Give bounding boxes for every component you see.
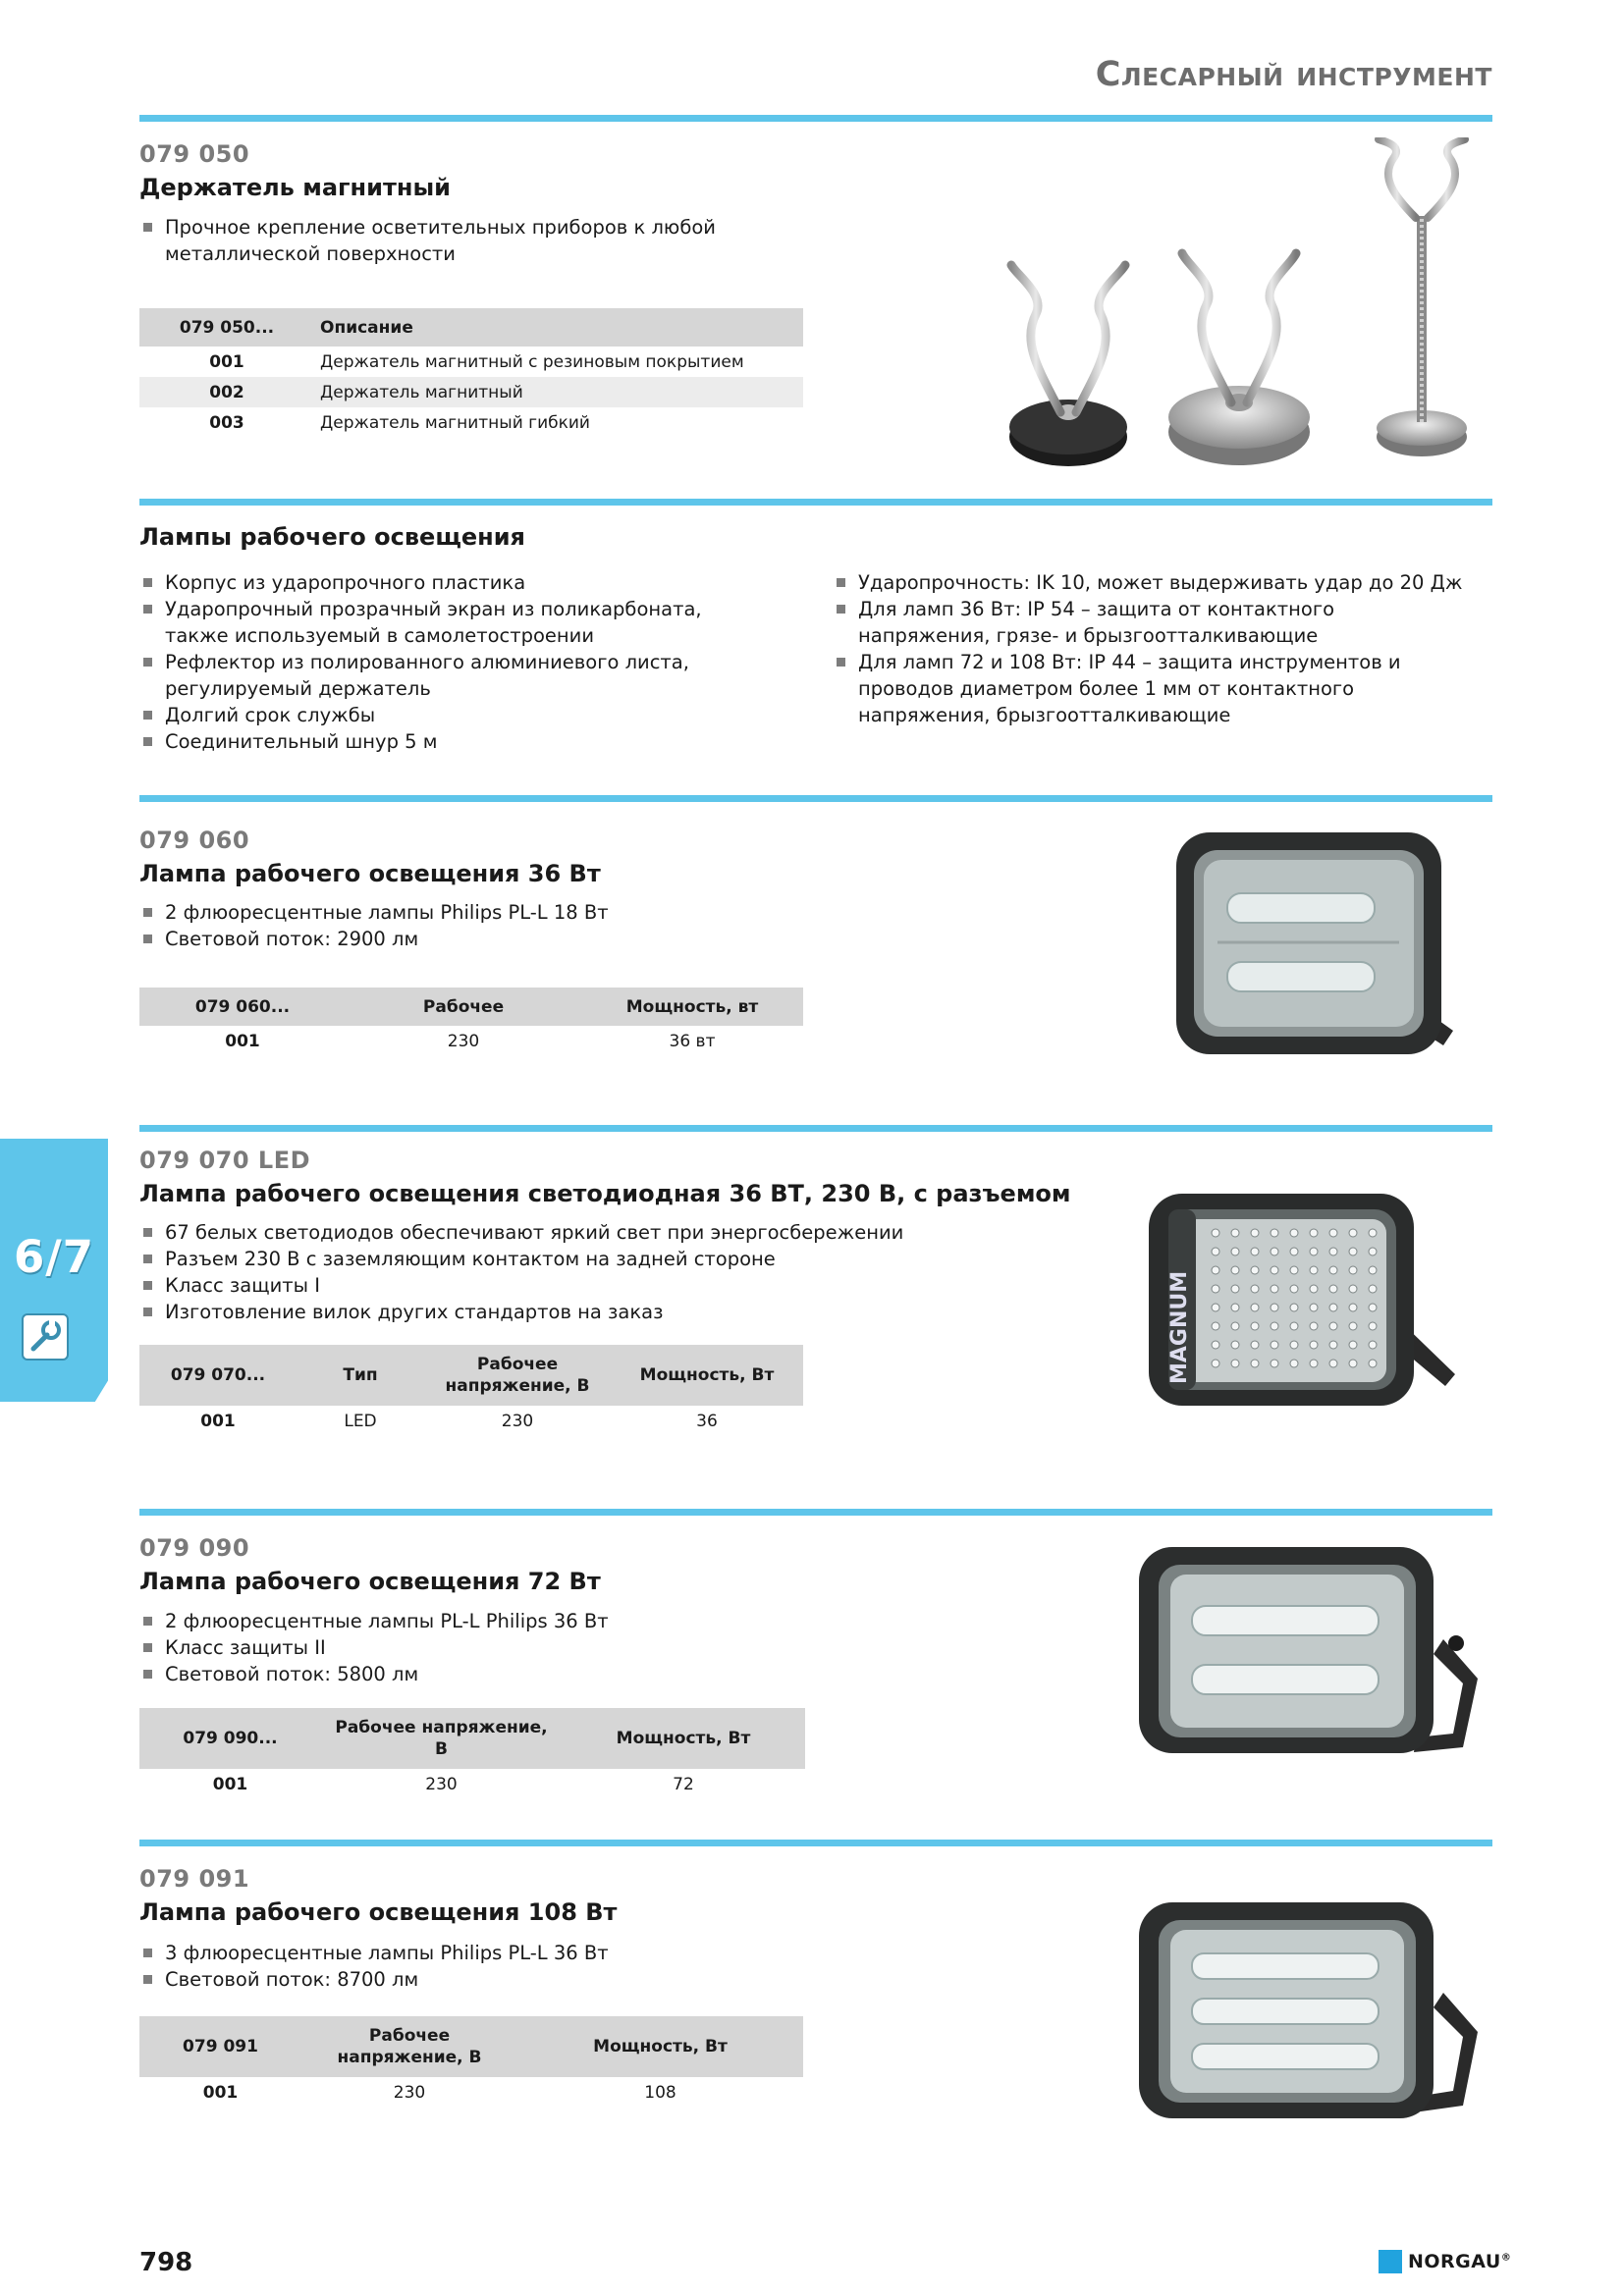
led-dot [1212, 1248, 1219, 1255]
feature-list [141, 1219, 947, 1325]
brand-text: NORGAU [1408, 2251, 1501, 2272]
list-item: Световой поток: 2900 лм [141, 926, 789, 952]
led-dot [1271, 1285, 1278, 1293]
table-header: 079 070... [139, 1345, 297, 1406]
led-dot [1310, 1285, 1318, 1293]
led-dot [1310, 1304, 1318, 1311]
led-dot [1212, 1360, 1219, 1367]
table-header: Описание [314, 308, 803, 347]
led-dot [1212, 1304, 1219, 1311]
led-dot [1329, 1285, 1337, 1293]
list-item: Класс защиты II [141, 1634, 789, 1661]
led-dot [1231, 1360, 1239, 1367]
feature-list [835, 569, 1463, 728]
spec-table [139, 2016, 803, 2108]
table-row [139, 1769, 805, 1799]
section-title: Лампы рабочего освещения [139, 523, 525, 551]
led-dot [1349, 1229, 1357, 1237]
feature-list [141, 1940, 789, 1993]
brand-trademark: ® [1500, 2252, 1512, 2264]
led-dot [1251, 1285, 1259, 1293]
table-cell: 001 [209, 351, 244, 372]
list-item: Соединительный шнур 5 м [141, 728, 770, 755]
led-dot [1271, 1341, 1278, 1349]
list-item: Световой поток: 5800 лм [141, 1661, 789, 1687]
led-dot [1349, 1266, 1357, 1274]
led-dot [1290, 1322, 1298, 1330]
led-dot [1290, 1248, 1298, 1255]
page-header-title: Слесарный инструмент [1095, 55, 1492, 94]
led-dot [1251, 1341, 1259, 1349]
table-header: 079 050... [139, 308, 314, 347]
page-number: 798 [139, 2248, 193, 2277]
table-header: Мощность, вт [581, 988, 803, 1026]
led-work-lamp-image [1139, 1188, 1463, 1414]
work-lamp-108w-image [1129, 1895, 1492, 2140]
list-item: Рефлектор из полированного алюминиевого листа, регулируемый держатель [141, 649, 770, 702]
list-item: Ударопрочность: IK 10, может выдерживать удар до 20 Дж [835, 569, 1463, 596]
work-lamp-72w-image [1129, 1541, 1492, 1777]
table-cell: 001 [212, 1774, 248, 1794]
led-dot [1369, 1266, 1377, 1274]
work-lamp-36w-image [1159, 825, 1483, 1080]
led-dot [1369, 1229, 1377, 1237]
led-dot [1212, 1341, 1219, 1349]
spec-table [139, 308, 803, 438]
led-dot [1329, 1266, 1337, 1274]
led-dot [1369, 1322, 1377, 1330]
led-dot [1231, 1248, 1239, 1255]
table-row [139, 1026, 803, 1056]
table-cell: 001 [225, 1031, 260, 1051]
led-dot [1251, 1360, 1259, 1367]
section-divider [139, 115, 1492, 122]
table-cell: 108 [644, 2082, 676, 2103]
product-code: 079 070 LED [139, 1147, 311, 1174]
led-dot [1271, 1322, 1278, 1330]
table-cell: Держатель магнитный гибкий [320, 412, 590, 433]
product-code: 079 060 [139, 827, 250, 854]
led-dot [1290, 1360, 1298, 1367]
chapter-number: 6/7 [14, 1231, 95, 1283]
table-header: Мощность, Вт [517, 2016, 803, 2077]
table-header: 079 090... [139, 1708, 321, 1769]
product-title: Лампа рабочего освещения 36 Вт [139, 860, 601, 887]
led-dot [1212, 1322, 1219, 1330]
list-item: Для ламп 72 и 108 Вт: IP 44 – защита инструментов и проводов диаметром более 1 мм от контактного напряжения, брызгоотталкивающие [835, 649, 1463, 728]
table-cell: 230 [447, 1031, 480, 1051]
table-cell: 002 [139, 377, 314, 407]
led-dot [1290, 1304, 1298, 1311]
brand-square-icon [1379, 2250, 1402, 2273]
table-header: 079 091 [139, 2016, 301, 2077]
led-dot [1310, 1266, 1318, 1274]
led-dot [1231, 1285, 1239, 1293]
led-dot [1310, 1360, 1318, 1367]
list-item: Разъем 230 В с заземляющим контактом на задней стороне [141, 1246, 947, 1272]
led-dot [1349, 1285, 1357, 1293]
led-dot [1310, 1229, 1318, 1237]
led-dot [1349, 1360, 1357, 1367]
led-dot [1231, 1304, 1239, 1311]
led-dot [1212, 1285, 1219, 1293]
table-cell: 003 [209, 412, 244, 433]
list-item: 2 флюоресцентные лампы Philips PL-L 18 Вт [141, 899, 789, 926]
led-dot [1251, 1304, 1259, 1311]
led-dot [1251, 1248, 1259, 1255]
led-dot [1290, 1266, 1298, 1274]
led-dot [1271, 1266, 1278, 1274]
list-item: Корпус из ударопрочного пластика [141, 569, 770, 596]
feature-list [141, 569, 770, 755]
table-cell: LED [344, 1411, 377, 1431]
led-dot [1231, 1266, 1239, 1274]
spec-table [139, 1708, 805, 1799]
led-dot [1271, 1304, 1278, 1311]
led-dot [1231, 1341, 1239, 1349]
brand-name [1408, 2251, 1511, 2272]
led-dot [1349, 1248, 1357, 1255]
led-dot [1251, 1229, 1259, 1237]
table-cell: Держатель магнитный [314, 377, 803, 407]
table-cell: 72 [673, 1774, 694, 1794]
led-dot [1329, 1229, 1337, 1237]
led-dot [1349, 1341, 1357, 1349]
spec-table [139, 1345, 803, 1436]
led-dot [1271, 1248, 1278, 1255]
led-dot [1329, 1248, 1337, 1255]
magnetic-holders-image [982, 137, 1512, 481]
table-row [139, 377, 803, 407]
table-cell: Держатель магнитный с резиновым покрытием [320, 351, 744, 372]
led-dot [1290, 1285, 1298, 1293]
led-dot [1329, 1322, 1337, 1330]
table-row [139, 2077, 803, 2108]
table-row [139, 347, 803, 377]
product-title: Лампа рабочего освещения 72 Вт [139, 1568, 601, 1595]
table-header: Рабочее напряжение, В [424, 1345, 611, 1406]
list-item: Долгий срок службы [141, 702, 770, 728]
section-divider [139, 1125, 1492, 1132]
feature-list [141, 1608, 789, 1687]
table-cell: 36 [696, 1411, 718, 1431]
led-dot [1231, 1322, 1239, 1330]
led-dot [1212, 1229, 1219, 1237]
table-cell: 001 [200, 1411, 236, 1431]
led-dot [1290, 1341, 1298, 1349]
table-cell: 36 вт [669, 1031, 716, 1051]
led-dot [1310, 1322, 1318, 1330]
product-title: Лампа рабочего освещения 108 Вт [139, 1898, 618, 1926]
led-dot [1369, 1248, 1377, 1255]
section-divider [139, 1840, 1492, 1846]
list-item: Световой поток: 8700 лм [141, 1966, 789, 1993]
table-header: Рабочее напряжение, В [321, 1708, 562, 1769]
list-item: 2 флюоресцентные лампы PL-L Philips 36 Вт [141, 1608, 789, 1634]
led-dot [1251, 1322, 1259, 1330]
table-cell: 230 [425, 1774, 458, 1794]
list-item: Изготовление вилок других стандартов на заказ [141, 1299, 947, 1325]
led-dot [1349, 1304, 1357, 1311]
table-header: Рабочее [346, 988, 581, 1026]
section-divider [139, 1509, 1492, 1516]
led-dot [1369, 1285, 1377, 1293]
led-dot [1310, 1341, 1318, 1349]
feature-list [141, 899, 789, 952]
led-dot [1212, 1266, 1219, 1274]
table-header: Мощность, Вт [562, 1708, 805, 1769]
product-title: Лампа рабочего освещения светодиодная 36 ВТ, 230 В, с разъемом [139, 1180, 1071, 1207]
table-cell: 230 [501, 1411, 534, 1431]
spec-table [139, 988, 803, 1056]
product-code: 079 091 [139, 1865, 250, 1893]
table-row [139, 1406, 803, 1436]
wrench-icon [22, 1313, 69, 1361]
list-item: Класс защиты I [141, 1272, 947, 1299]
table-header: Мощность, Вт [611, 1345, 803, 1406]
led-dot [1271, 1360, 1278, 1367]
table-cell: 001 [202, 2082, 239, 2103]
led-dot [1290, 1229, 1298, 1237]
led-dot [1231, 1229, 1239, 1237]
led-dot [1329, 1341, 1337, 1349]
led-dot [1310, 1248, 1318, 1255]
table-cell: 230 [393, 2082, 426, 2103]
led-dot [1369, 1304, 1377, 1311]
led-dot [1369, 1341, 1377, 1349]
table-header: Рабочее напряжение, В [301, 2016, 517, 2077]
product-title: Держатель магнитный [139, 174, 451, 201]
list-item: Прочное крепление осветительных приборов к любой металлической поверхности [141, 214, 750, 267]
table-header: Тип [297, 1345, 424, 1406]
feature-list [141, 214, 750, 267]
led-dot [1251, 1266, 1259, 1274]
table-header: 079 060... [139, 988, 346, 1026]
led-dot [1271, 1229, 1278, 1237]
product-code: 079 050 [139, 140, 250, 168]
list-item: Для ламп 36 Вт: IP 54 – защита от контактного напряжения, грязе- и брызгоотталкивающие [835, 596, 1463, 649]
led-dot [1369, 1360, 1377, 1367]
lamp-brand-label: MAGNUM [1167, 1270, 1192, 1384]
product-code: 079 090 [139, 1534, 250, 1562]
section-divider [139, 499, 1492, 506]
list-item: Ударопрочный прозрачный экран из поликарбоната, также используемый в самолетостроении [141, 596, 770, 649]
table-row [139, 407, 803, 438]
section-divider [139, 795, 1492, 802]
led-dot [1329, 1360, 1337, 1367]
led-dot [1329, 1304, 1337, 1311]
list-item: 3 флюоресцентные лампы Philips PL-L 36 Вт [141, 1940, 789, 1966]
led-dot [1349, 1322, 1357, 1330]
list-item: 67 белых светодиодов обеспечивают яркий свет при энергосбережении [141, 1219, 947, 1246]
